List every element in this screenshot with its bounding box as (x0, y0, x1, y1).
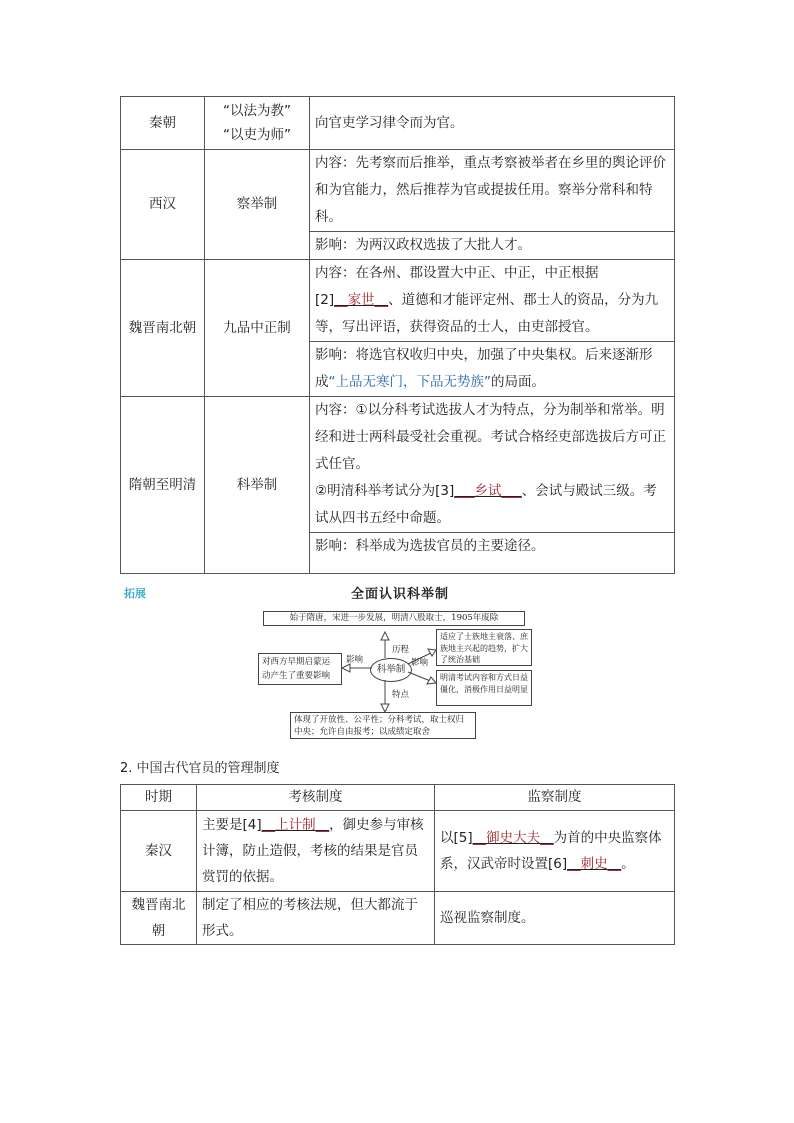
answer-5: 御史大夫 (486, 830, 541, 846)
system-cell: “以法为教” “以吏为师” (205, 97, 310, 150)
table-header-row (121, 785, 675, 811)
supervision-cell: 巡视监察制度。 (435, 892, 675, 945)
official-management-table (120, 784, 675, 945)
system-cell: 九品中正制 (205, 260, 310, 397)
quote-text: “上品无寒门，下品无势族” (328, 374, 491, 390)
dynasty-cell: 秦朝 (121, 97, 205, 150)
answer-6: 刺史 (580, 856, 608, 872)
content-cell: 向官吏学习律令而为官。 (310, 97, 675, 150)
section-heading: 2. 中国古代官员的管理制度 (120, 761, 280, 776)
exam-cell: 制定了相应的考核法规，但大都流于形式。 (197, 892, 435, 945)
arrow-up-head (381, 632, 389, 640)
answer-4: 上计制 (275, 817, 316, 833)
table-row (121, 892, 675, 945)
answer-2: 家世 (347, 292, 375, 308)
dynasty-cell: 魏晋南北朝 (121, 260, 205, 397)
impact-cell: 影响：科举成为选拔官员的主要途径。 (310, 533, 675, 574)
table-row (121, 811, 675, 892)
dynasty-cell: 西汉 (121, 150, 205, 260)
label-influence-right: 影响 (411, 658, 429, 668)
content-cell: 内容：①以分科考试选拔人才为特点，分为制举和常举。明经和进士两科最受社会重视。考试合格经吏部选拔后方可正式任官。 ②明清科举考试分为[3]___乡试___、会试与殿试三级。考试从四书五经中命题。 (310, 397, 675, 533)
answer-3: 乡试 (474, 483, 502, 499)
influence-right-box-1: 适应了士族地主衰落、庶族地主兴起的趋势，扩大了统治基础 (436, 629, 532, 666)
impact-cell: 影响：为两汉政权选拔了大批人才。 (310, 232, 675, 260)
header-supervision: 监察制度 (435, 785, 675, 811)
period-cell: 魏晋南北朝 (121, 892, 197, 945)
center-node: 科举制 (370, 658, 412, 682)
arrow-down-head (381, 704, 389, 712)
extension-tag: 拓展 (124, 587, 146, 600)
impact-cell: 影响：将选官权收归中央，加强了中央集权。后来逐渐形成“上品无寒门，下品无势族”的局面。 (310, 342, 675, 397)
influence-right-box-2: 明清考试内容和方式日益僵化，消极作用日益明显 (436, 670, 532, 706)
mindmap-title: 全面认识科举制 (350, 587, 449, 602)
dynasty-cell: 隋朝至明清 (121, 397, 205, 574)
header-period: 时期 (121, 785, 197, 811)
content-cell: 内容：先考察而后推举，重点考察被举者在乡里的舆论评价和为官能力，然后推荐为官或提拔任用。察举分常科和特科。 (310, 150, 675, 232)
arrow-upright-head (428, 649, 436, 656)
supervision-cell: 以[5]__御史大夫__为首的中央监察体系，汉武帝时设置[6]__刺史__。 (435, 811, 675, 892)
system-cell: 察举制 (205, 150, 310, 260)
period-cell: 秦汉 (121, 811, 197, 892)
label-feature: 特点 (392, 690, 410, 700)
content-cell: 内容：在各州、郡设置大中正、中正，中正根据[2]__家世__、道德和才能评定州、郡士人的资品，分为九等，写出评语，获得资品的士人，由吏部授官。 (310, 260, 675, 342)
label-influence-left: 影响 (346, 655, 364, 665)
exam-cell: 主要是[4]__上计制__，御史参与审核计簿，防止造假，考核的结果是官员赏罚的依据。 (197, 811, 435, 892)
header-exam: 考核制度 (197, 785, 435, 811)
arrow-left-head (342, 664, 350, 672)
system-cell: 科举制 (205, 397, 310, 574)
history-box: 始于隋唐，宋进一步发展，明清八股取士，1905年废除 (263, 611, 525, 626)
feature-box: 体现了开放性、公平性；分科考试，取士权归中央；允许自由报考；以成绩定取舍 (290, 712, 476, 739)
influence-left-box: 对西方早期启蒙运动产生了重要影响 (258, 653, 342, 685)
label-history: 历程 (392, 645, 410, 655)
